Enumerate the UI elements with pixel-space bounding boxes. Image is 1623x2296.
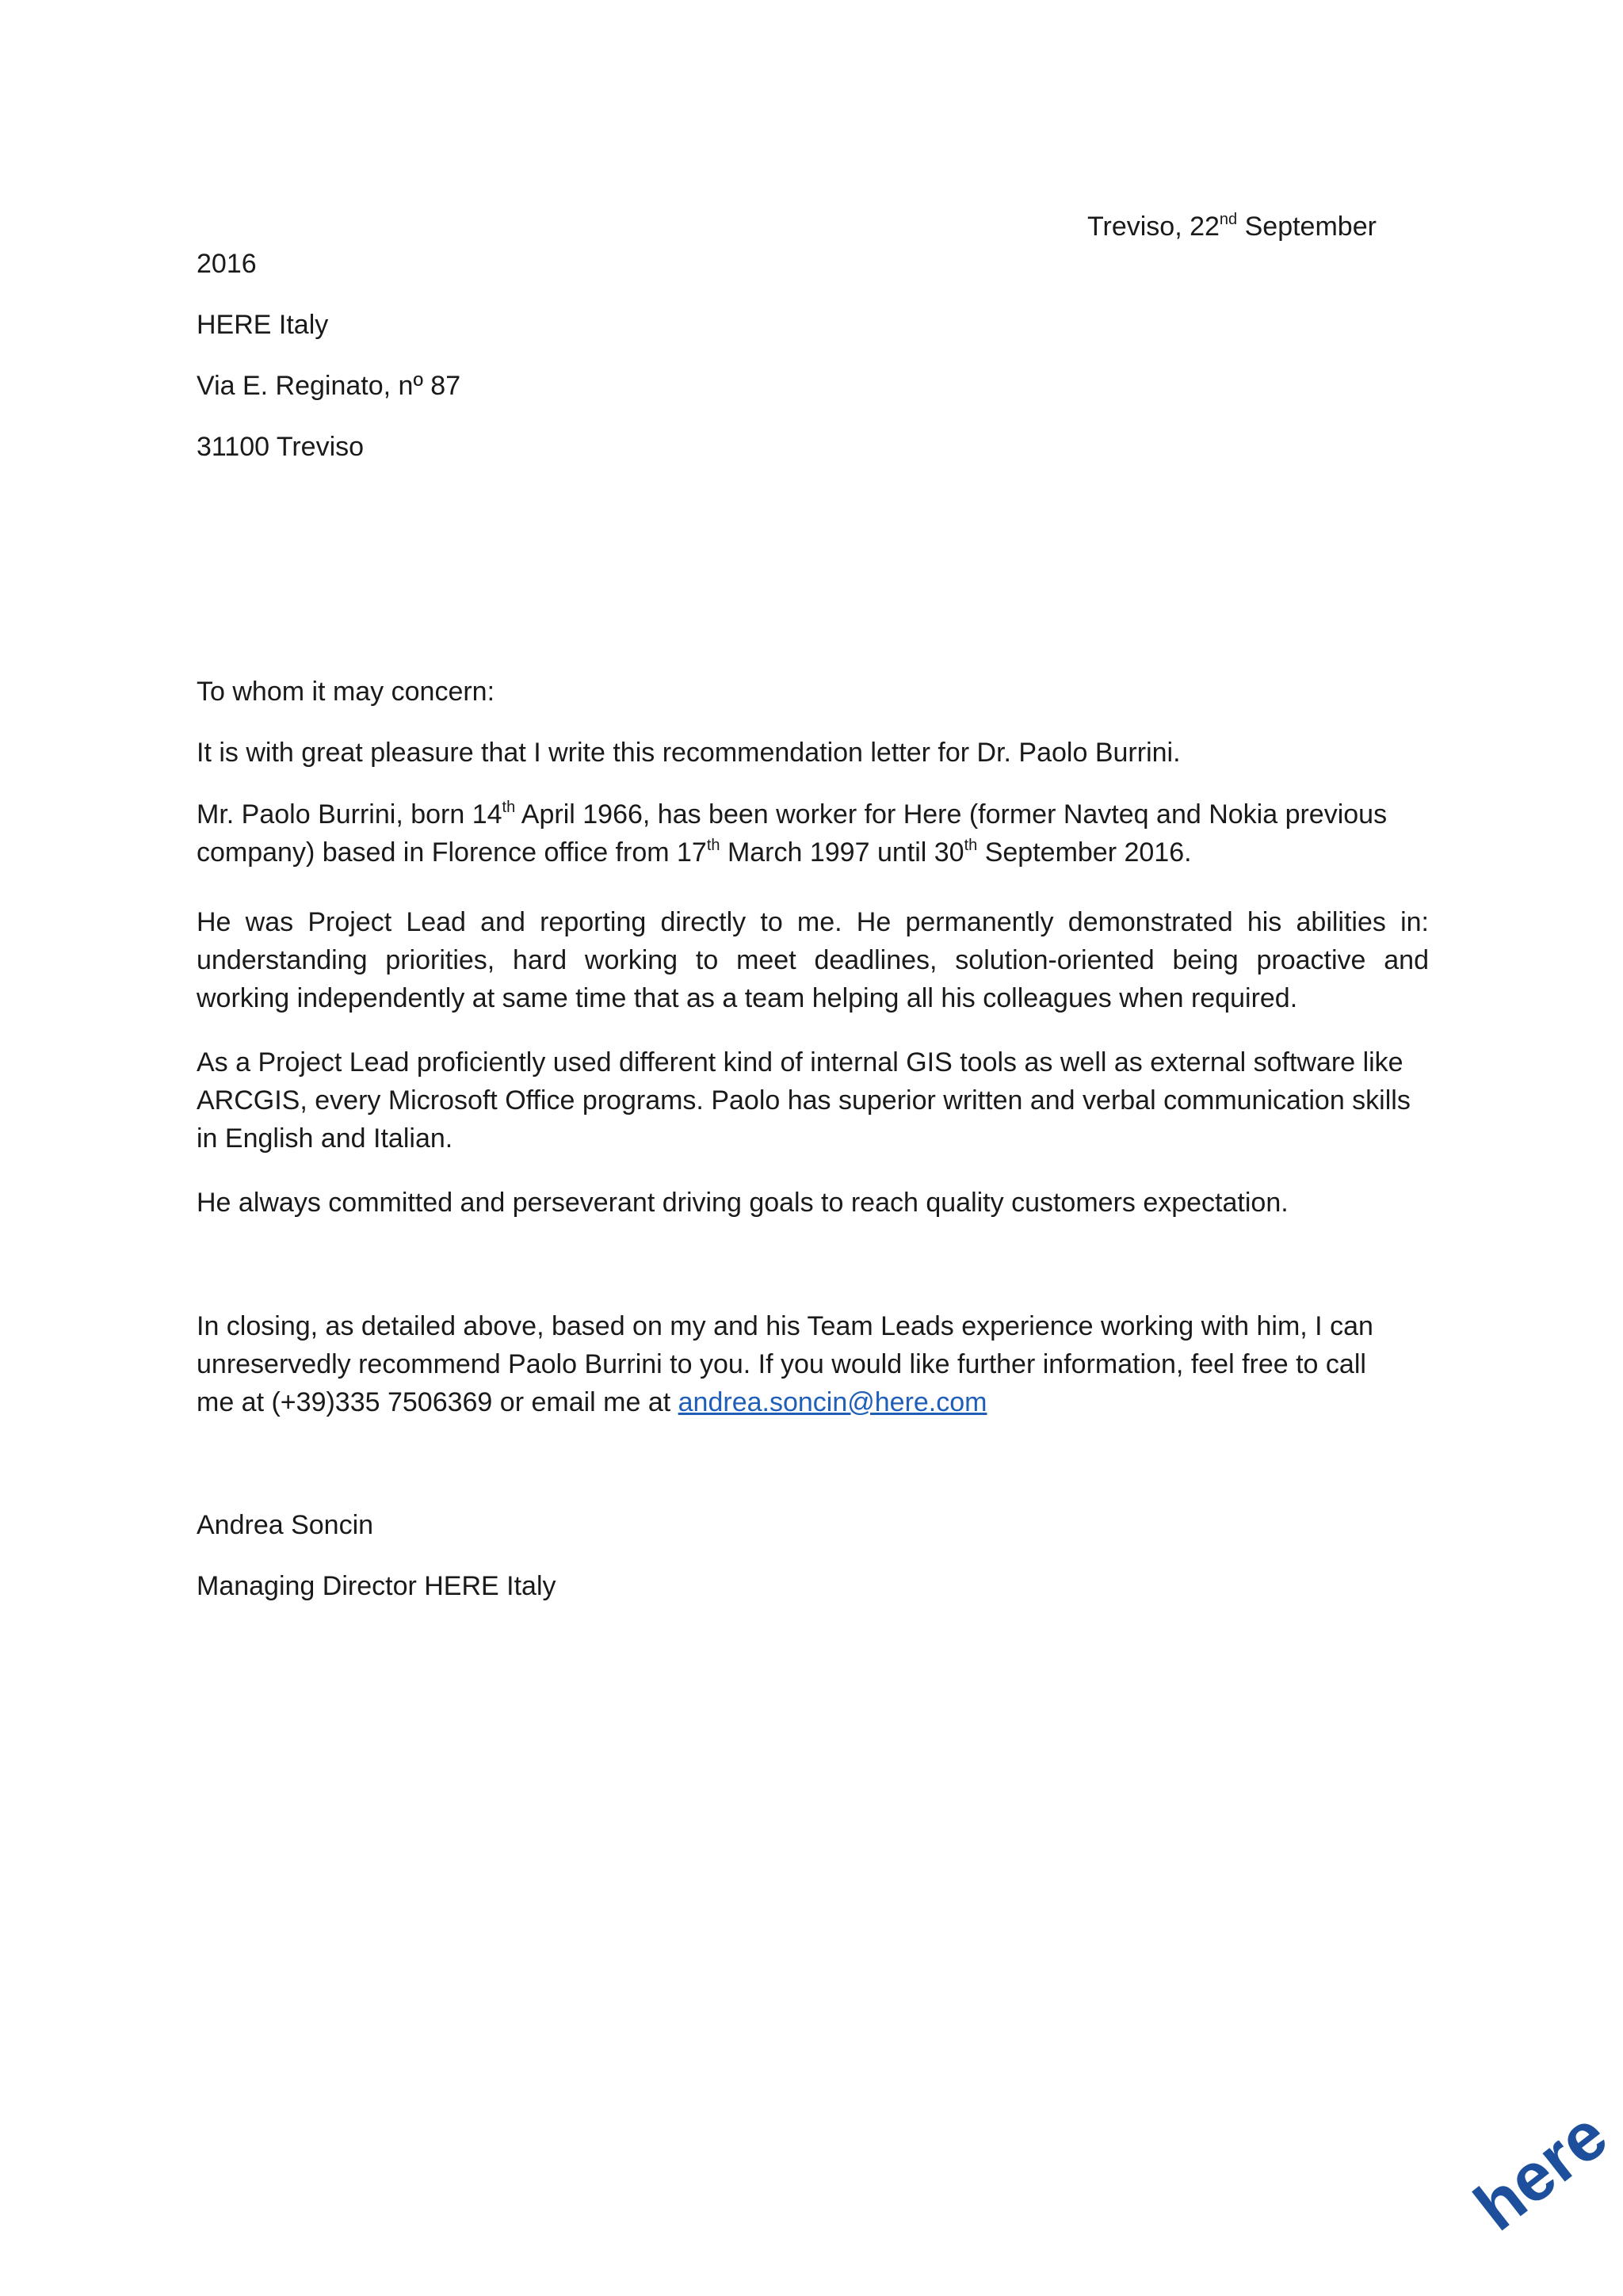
abilities-line-3: working independently at same time that as a team helping all his colleagues when required. [197,983,1298,1013]
skills-paragraph [197,1043,1429,1158]
closing-line-1: In closing, as detailed above, based on my and his Team Leads experience working with him, I can [197,1311,1373,1341]
closing-line-3 [197,1383,1429,1421]
abilities-paragraph [197,903,1429,1017]
text-fragment: company) based in Florence office from 17 [197,837,707,868]
contact-text: me at (+39)335 7506369 or email me at [197,1387,678,1417]
signature-name: Andrea Soncin [197,1510,374,1540]
text-fragment: September 2016. [977,837,1192,868]
ordinal: th [964,836,978,854]
text-fragment: Mr. Paolo Burrini, born 14 [197,799,502,830]
text-fragment: March 1997 until 30 [720,837,964,868]
employment-line-2 [197,833,1429,871]
ordinal: th [706,836,720,854]
abilities-line-2: understanding priorities, hard working to meet deadlines, solution-oriented being proactive and [197,945,1429,975]
text-fragment: April 1966, has been worker for Here (former Navteq and Nokia previous [515,799,1388,830]
skills-line-3: in English and Italian. [197,1123,453,1154]
ordinal: th [502,798,516,816]
date-text: Treviso, 22 [1087,212,1220,242]
date-year: 2016 [197,249,257,279]
salutation: To whom it may concern: [197,677,495,707]
skills-line-1: As a Project Lead proficiently used different kind of internal GIS tools as well as external software like [197,1047,1403,1077]
email-link[interactable]: andrea.soncin@here.com [678,1387,987,1417]
intro-paragraph: It is with great pleasure that I write this recommendation letter for Dr. Paolo Burrini. [197,738,1181,768]
here-logo [1461,2096,1621,2246]
closing-line-2: unreservedly recommend Paolo Burrini to you. If you would like further information, feel free to call [197,1349,1366,1379]
address-company: HERE Italy [197,310,329,340]
closing-paragraph [197,1307,1429,1421]
letter-date [1087,208,1377,246]
signature-title: Managing Director HERE Italy [197,1571,556,1601]
employment-paragraph [197,795,1429,871]
date-ordinal: nd [1219,210,1238,228]
date-month: September [1237,212,1377,242]
address-street: Via E. Reginato, nº 87 [197,371,461,401]
skills-line-2: ARCGIS, every Microsoft Office programs. Paolo has superior written and verbal communication skills [197,1085,1411,1116]
address-city: 31100 Treviso [197,432,365,462]
abilities-line-1: He was Project Lead and reporting directly to me. He permanently demonstrated his abilities in: [197,907,1429,937]
commitment-paragraph: He always committed and perseverant driving goals to reach quality customers expectation. [197,1188,1289,1218]
logo-text: here [1461,2096,1621,2246]
employment-line-1 [197,795,1429,833]
